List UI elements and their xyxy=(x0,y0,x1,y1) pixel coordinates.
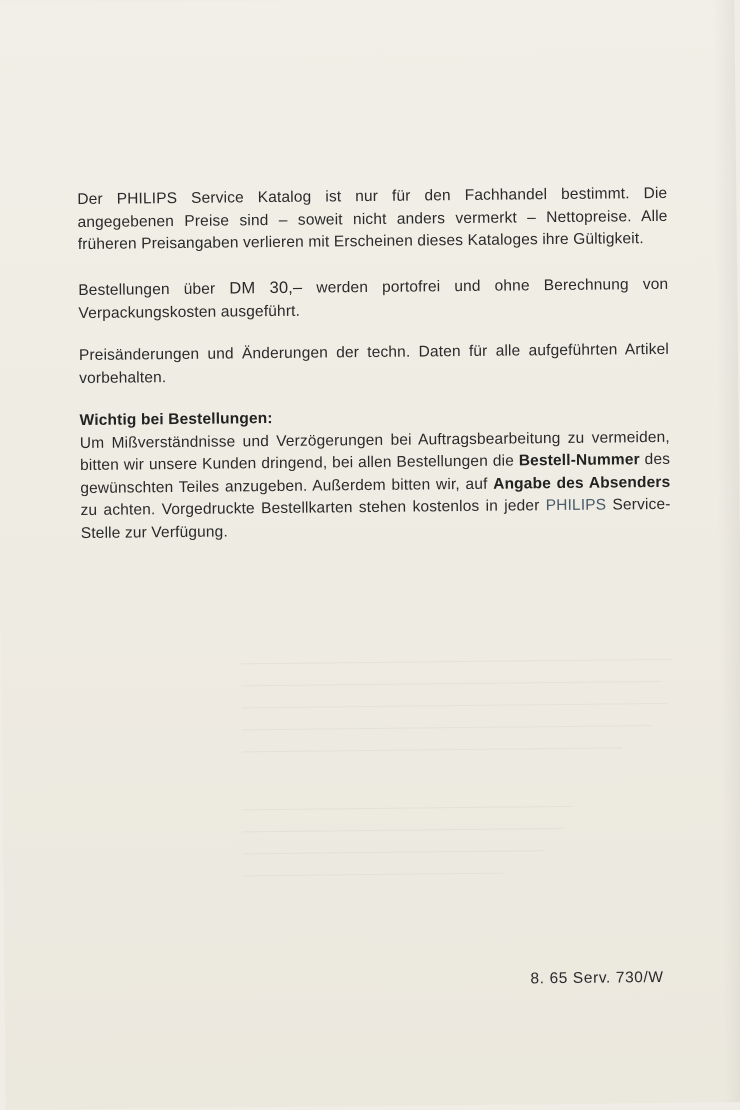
ordering-notice-heading: Wichtig bei Bestellungen: xyxy=(79,410,273,430)
show-through-line xyxy=(242,703,667,708)
ordering-notice xyxy=(80,404,671,545)
shipping-threshold: DM 30,– xyxy=(229,278,303,298)
show-through-line xyxy=(243,873,503,877)
sender-emphasis: Angabe des Absenders xyxy=(493,473,671,493)
ordering-text-2: des gewünschten Teiles anzugeben. Außerdem bitten wir, auf xyxy=(80,450,671,497)
shipping-text-before: Bestellungen über xyxy=(78,280,230,300)
ordering-text-3: zu achten. Vorgedruckte Bestellkarten stehen kostenlos in jeder xyxy=(80,497,546,520)
shipping-text-after: werden portofrei und ohne Berechnung von Verpackungskosten ausgeführt. xyxy=(78,275,669,322)
price-change-paragraph: Preisänderungen und Änderungen der techn. Daten für alle aufgeführten Artikel vorbehalten. xyxy=(78,340,670,387)
shipping-paragraph xyxy=(78,273,668,325)
show-through-line xyxy=(243,850,543,854)
show-through-line xyxy=(241,659,671,665)
show-through-line xyxy=(242,725,652,730)
show-through-line xyxy=(242,747,622,752)
ordering-text-4: Service-Stelle zur Verfügung. xyxy=(80,495,671,542)
show-through-line xyxy=(241,681,661,686)
brand-name: PHILIPS xyxy=(545,496,607,515)
catalog-reference-code: 8. 65 Serv. 730/W xyxy=(530,968,664,988)
order-number-emphasis: Bestell-Nummer xyxy=(518,451,640,470)
ordering-notice-body xyxy=(80,426,671,545)
ordering-text-1: Um Mißverständnisse und Verzögerungen bei Auftragsbearbeitung zu vermeiden, bitten wir unsere Kunden dringend, bei allen Bestellungen die xyxy=(79,428,670,475)
disclaimer-paragraph: Der PHILIPS Service Katalog ist nur für den Fachhandel bestimmt. Die angegebenen Preise sind – soweit nicht anders vermerkt – Nettopreise. Alle früheren Preisangaben verlieren mit Erscheinen dieses Kataloges ihre Gültigkeit. xyxy=(77,184,668,254)
page-edge-shadow xyxy=(712,0,740,1102)
show-through-line xyxy=(243,806,573,810)
show-through-line xyxy=(243,828,563,832)
